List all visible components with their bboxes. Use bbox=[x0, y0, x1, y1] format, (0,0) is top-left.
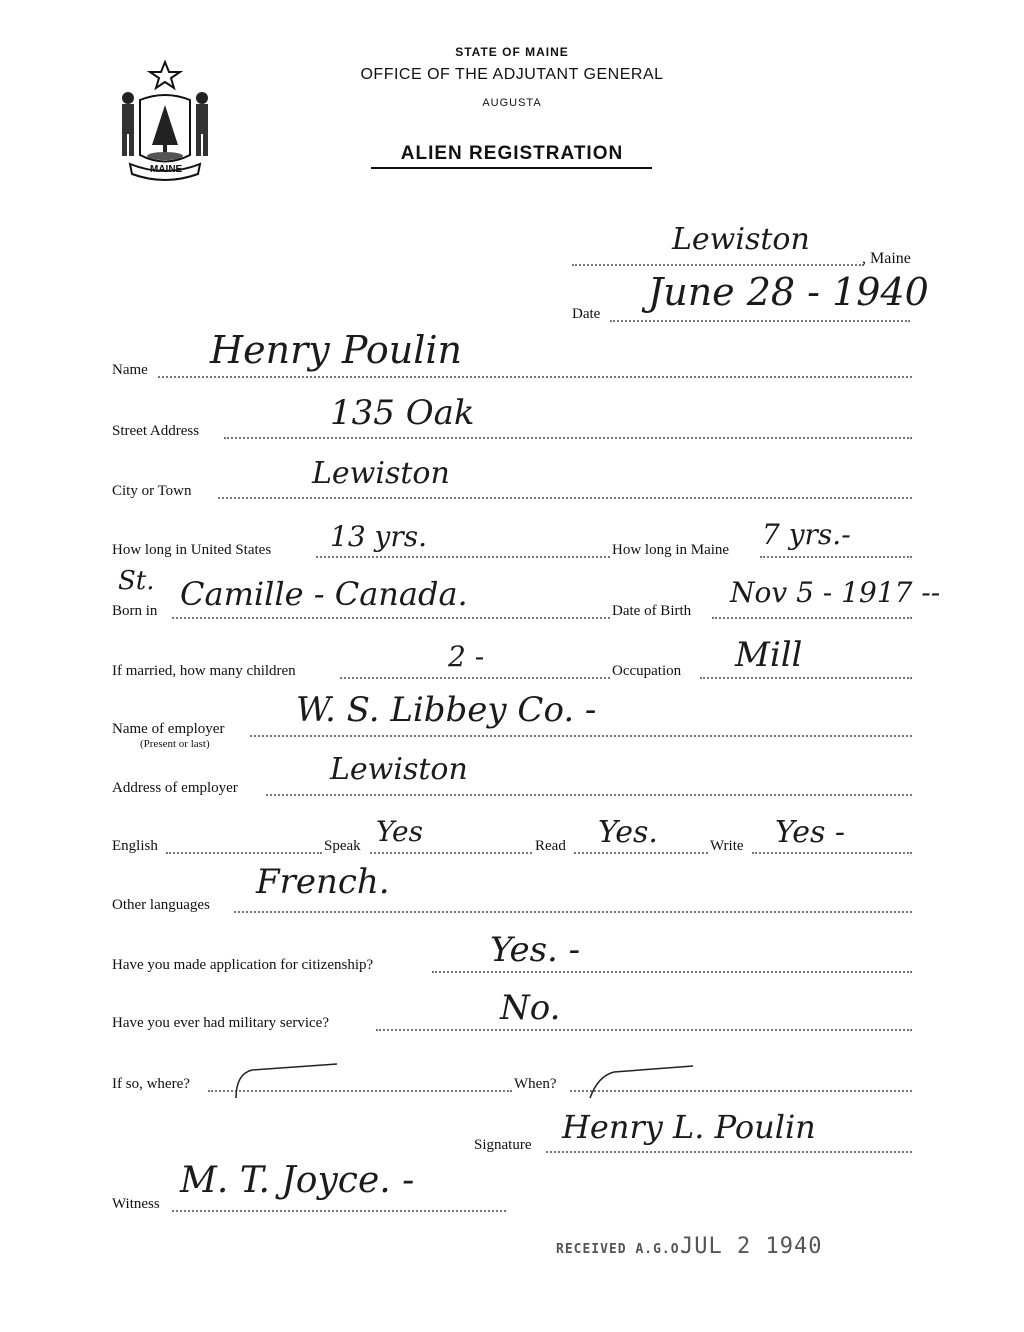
received-stamp-date: JUL 2 1940 bbox=[680, 1234, 823, 1259]
how-long-us-value: 13 yrs. bbox=[330, 520, 428, 553]
date-line bbox=[610, 320, 910, 322]
occupation-line bbox=[700, 677, 912, 679]
children-label: If married, how many children bbox=[112, 663, 296, 679]
occupation-value: Mill bbox=[735, 635, 803, 675]
signature-value: Henry L. Poulin bbox=[562, 1108, 816, 1146]
military-label: Have you ever had military service? bbox=[112, 1015, 329, 1031]
speak-label: Speak bbox=[324, 838, 361, 854]
name-line bbox=[158, 376, 912, 378]
write-label: Write bbox=[710, 838, 744, 854]
name-label: Name bbox=[112, 362, 148, 378]
employer-name-line bbox=[250, 735, 912, 737]
born-in-line bbox=[172, 617, 610, 619]
name-value: Henry Poulin bbox=[210, 328, 462, 372]
how-long-us-label: How long in United States bbox=[112, 542, 272, 558]
street-address-value: 135 Oak bbox=[330, 393, 475, 433]
write-line bbox=[752, 852, 912, 854]
city-label: City or Town bbox=[112, 483, 192, 499]
military-value: No. bbox=[500, 988, 561, 1028]
read-line bbox=[574, 852, 708, 854]
military-line bbox=[376, 1029, 912, 1031]
state-seal bbox=[112, 60, 218, 185]
employer-name-value: W. S. Libbey Co. - bbox=[296, 690, 597, 730]
witness-value: M. T. Joyce. - bbox=[180, 1160, 415, 1201]
when-label: When? bbox=[514, 1076, 557, 1092]
born-in-value: Camille - Canada. bbox=[180, 575, 468, 613]
witness-label: Witness bbox=[112, 1196, 160, 1212]
city-heading: AUGUSTA bbox=[482, 97, 542, 109]
citizenship-label: Have you made application for citizenship? bbox=[112, 957, 374, 973]
received-stamp-text: RECEIVED A.G.O. bbox=[556, 1242, 689, 1257]
speak-line bbox=[370, 852, 532, 854]
place-line bbox=[572, 264, 864, 266]
other-languages-line bbox=[234, 911, 912, 913]
office-heading: OFFICE OF THE ADJUTANT GENERAL bbox=[360, 66, 664, 83]
speak-value: Yes bbox=[376, 815, 423, 848]
born-in-label: Born in bbox=[112, 603, 158, 619]
how-long-maine-label: How long in Maine bbox=[612, 542, 730, 558]
employer-name-label: Name of employer bbox=[112, 721, 225, 737]
how-long-maine-line bbox=[760, 556, 912, 558]
citizenship-value: Yes. - bbox=[490, 930, 581, 970]
born-in-prefix: St. bbox=[118, 566, 155, 596]
if-so-where-label: If so, where? bbox=[112, 1076, 190, 1092]
employer-address-label: Address of employer bbox=[112, 780, 238, 796]
date-label: Date bbox=[572, 306, 601, 322]
children-line bbox=[340, 677, 610, 679]
other-languages-value: French. bbox=[256, 862, 390, 902]
children-value: 2 - bbox=[448, 640, 485, 673]
how-long-us-line bbox=[316, 556, 610, 558]
date-of-birth-line bbox=[712, 617, 912, 619]
employer-address-line bbox=[266, 794, 912, 796]
where-dash-stroke bbox=[232, 1056, 342, 1106]
read-value: Yes. bbox=[598, 815, 658, 850]
employer-address-value: Lewiston bbox=[330, 752, 468, 787]
witness-line bbox=[172, 1210, 506, 1212]
form-title: ALIEN REGISTRATION bbox=[400, 143, 624, 164]
place-value: Lewiston bbox=[672, 222, 810, 257]
write-value: Yes - bbox=[775, 815, 846, 850]
title-underline bbox=[371, 167, 652, 169]
state-heading: STATE OF MAINE bbox=[455, 45, 569, 59]
signature-label: Signature bbox=[474, 1137, 532, 1153]
english-line bbox=[166, 852, 322, 854]
employer-note: (Present or last) bbox=[140, 738, 210, 750]
date-value: June 28 - 1940 bbox=[648, 270, 929, 314]
street-address-line bbox=[224, 437, 912, 439]
maine-label: , Maine bbox=[862, 250, 911, 267]
street-address-label: Street Address bbox=[112, 423, 200, 439]
signature-line bbox=[546, 1151, 912, 1153]
city-value: Lewiston bbox=[312, 456, 450, 491]
date-of-birth-value: Nov 5 - 1917 -- bbox=[730, 576, 941, 609]
seal-lettering: MAINE bbox=[150, 164, 183, 175]
citizenship-line bbox=[432, 971, 912, 973]
how-long-maine-value: 7 yrs.- bbox=[762, 518, 851, 551]
occupation-label: Occupation bbox=[612, 663, 682, 679]
english-label: English bbox=[112, 838, 158, 854]
other-languages-label: Other languages bbox=[112, 897, 210, 913]
read-label: Read bbox=[535, 838, 566, 854]
date-of-birth-label: Date of Birth bbox=[612, 603, 692, 619]
city-line bbox=[218, 497, 912, 499]
when-dash-stroke bbox=[588, 1062, 698, 1107]
